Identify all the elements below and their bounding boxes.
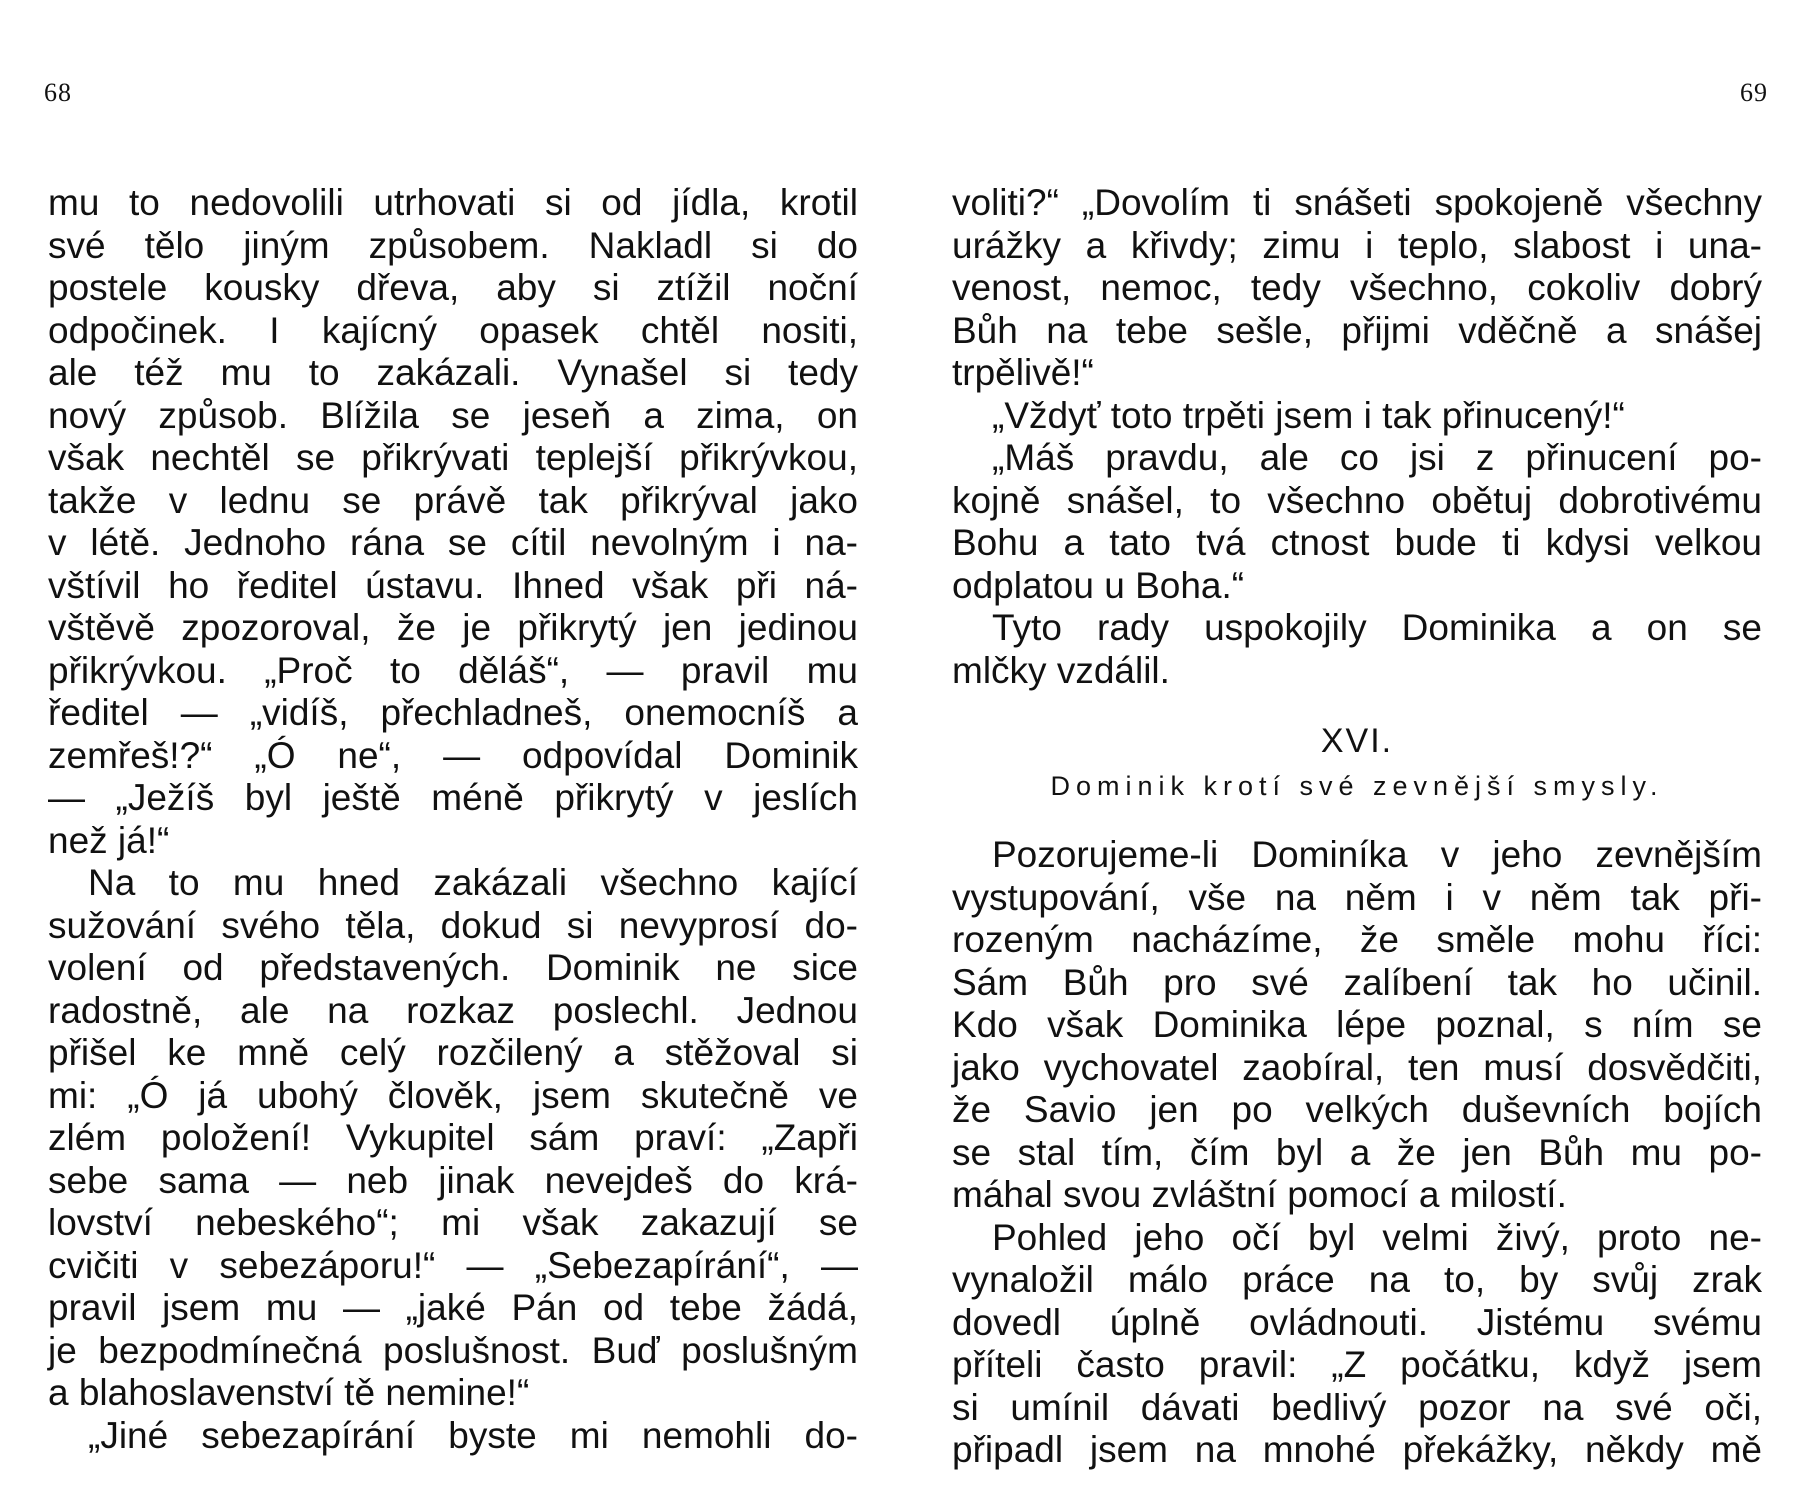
text-line: „Vždyť toto trpěti jsem i tak přinucený!“ xyxy=(992,394,1625,436)
text-line: že Savio jen po velkých duševních bojích xyxy=(952,1089,1762,1130)
text-line: radostně, ale na rozkaz poslechl. Jednou xyxy=(48,989,858,1031)
text-line: zemřeš!?“ „Ó ne“, — odpovídal Dominik xyxy=(48,734,858,776)
text-line: voliti?“ „Dovolím ti snášeti spokojeně všechny xyxy=(952,182,1762,223)
left-page-number: 68 xyxy=(44,78,72,107)
chapter-title: Dominik krotí své zevnější smysly. xyxy=(1050,771,1664,801)
text-line: Tyto rady uspokojily Dominika a on se xyxy=(992,607,1762,648)
text-line: takže v lednu se právě tak přikrýval jako xyxy=(48,479,858,521)
text-line: a blahoslavenství tě nemine!“ xyxy=(48,1372,530,1413)
text-line: postele kousky dřeva, aby si ztížil noční xyxy=(48,267,858,308)
text-line: mlčky vzdálil. xyxy=(952,649,1170,691)
text-line: odpočinek. I kajícný opasek chtěl nositi, xyxy=(48,309,858,351)
text-line: — „Ježíš byl ještě méně přikrytý v jeslích xyxy=(48,777,858,818)
text-line: volení od představených. Dominik ne sice xyxy=(48,947,858,988)
text-line: „Jiné sebezapírání byste mi nemohli do- xyxy=(88,1414,858,1456)
right-page-number: 69 xyxy=(1740,78,1768,107)
left-page-text xyxy=(48,182,858,1457)
text-line: připadl jsem na mnohé překážky, někdy mě xyxy=(952,1429,1762,1470)
text-line: Sám Bůh pro své zalíbení tak ho učinil. xyxy=(952,961,1762,1003)
text-line: příteli často pravil: „Z počátku, když jsem xyxy=(952,1344,1762,1385)
text-line: urážky a křivdy; zimu i teplo, slabost i una- xyxy=(952,224,1762,266)
text-line: přišel ke mně celý rozčilený a stěžoval si xyxy=(48,1032,858,1073)
text-line: ale též mu to zakázali. Vynašel si tedy xyxy=(48,352,858,393)
text-line: však nechtěl se přikrývati teplejší přikrývkou, xyxy=(48,437,858,478)
text-line: Kdo však Dominika lépe poznal, s ním se xyxy=(952,1004,1762,1045)
text-line: sužování svého těla, dokud si nevyprosí do- xyxy=(48,904,858,946)
text-line: trpělivě!“ xyxy=(952,352,1094,393)
text-line: v létě. Jednoho rána se cítil nevolným i na- xyxy=(48,522,858,563)
text-line: je bezpodmínečná poslušnost. Buď poslušným xyxy=(48,1329,858,1371)
text-line: sebe sama — neb jinak nevejdeš do krá- xyxy=(48,1159,858,1201)
text-line: než já!“ xyxy=(48,819,170,861)
text-line: vštívil ho ředitel ústavu. Ihned však při ná- xyxy=(48,564,858,606)
text-line: vštěvě zpozoroval, že je přikrytý jen jedinou xyxy=(48,607,858,648)
text-line: Na to mu hned zakázali všechno kající xyxy=(88,862,858,903)
text-line: ředitel — „vidíš, přechladneš, onemocníš a xyxy=(48,692,858,733)
text-line: odplatou u Boha.“ xyxy=(952,564,1245,606)
text-line: vystupování, vše na něm i v něm tak při- xyxy=(952,876,1762,918)
text-line: mi: „Ó já ubohý člověk, jsem skutečně ve xyxy=(48,1074,858,1116)
text-line: vynaložil málo práce na to, by svůj zrak xyxy=(952,1259,1762,1300)
text-line: máhal svou zvláštní pomocí a milostí. xyxy=(952,1174,1567,1215)
text-line: cvičiti v sebezáporu!“ — „Sebezapírání“, — xyxy=(48,1244,858,1286)
text-line: se stal tím, čím byl a že jen Bůh mu po- xyxy=(952,1131,1762,1173)
text-line: Bůh na tebe sešle, přijmi vděčně a snášej xyxy=(952,309,1762,351)
chapter-number: XVI. xyxy=(1320,722,1394,760)
right-page-text xyxy=(952,182,1762,1472)
text-line: Pozorujeme-li Dominíka v jeho zevnějším xyxy=(992,834,1762,875)
text-line: dovedl úplně ovládnouti. Jistému svému xyxy=(952,1301,1762,1343)
text-line: mu to nedovolili utrhovati si od jídla, krotil xyxy=(48,182,858,223)
text-line: přikrývkou. „Proč to děláš“, — pravil mu xyxy=(48,649,858,691)
text-line: své tělo jiným způsobem. Nakladl si do xyxy=(48,224,858,266)
text-line: Bohu a tato tvá ctnost bude ti kdysi velkou xyxy=(952,522,1762,563)
text-line: nový způsob. Blížila se jeseň a zima, on xyxy=(48,394,858,436)
text-line: rozeným nacházíme, že směle mohu říci: xyxy=(952,919,1762,960)
text-line: si umínil dávati bedlivý pozor na své oči, xyxy=(952,1386,1762,1428)
text-line: pravil jsem mu — „jaké Pán od tebe žádá, xyxy=(48,1287,858,1328)
text-line: lovství nebeského“; mi však zakazují se xyxy=(48,1202,858,1243)
text-line: kojně snášel, to všechno obětuj dobrotivému xyxy=(952,479,1762,521)
text-line: zlém položení! Vykupitel sám praví: „Zapři xyxy=(48,1117,858,1158)
text-line: „Máš pravdu, ale co jsi z přinucení po- xyxy=(992,437,1762,478)
text-line: venost, nemoc, tedy všechno, cokoliv dobrý xyxy=(952,267,1762,308)
text-line: Pohled jeho očí byl velmi živý, proto ne- xyxy=(992,1216,1762,1258)
text-line: jako vychovatel zaobíral, ten musí dosvědčiti, xyxy=(952,1046,1762,1088)
